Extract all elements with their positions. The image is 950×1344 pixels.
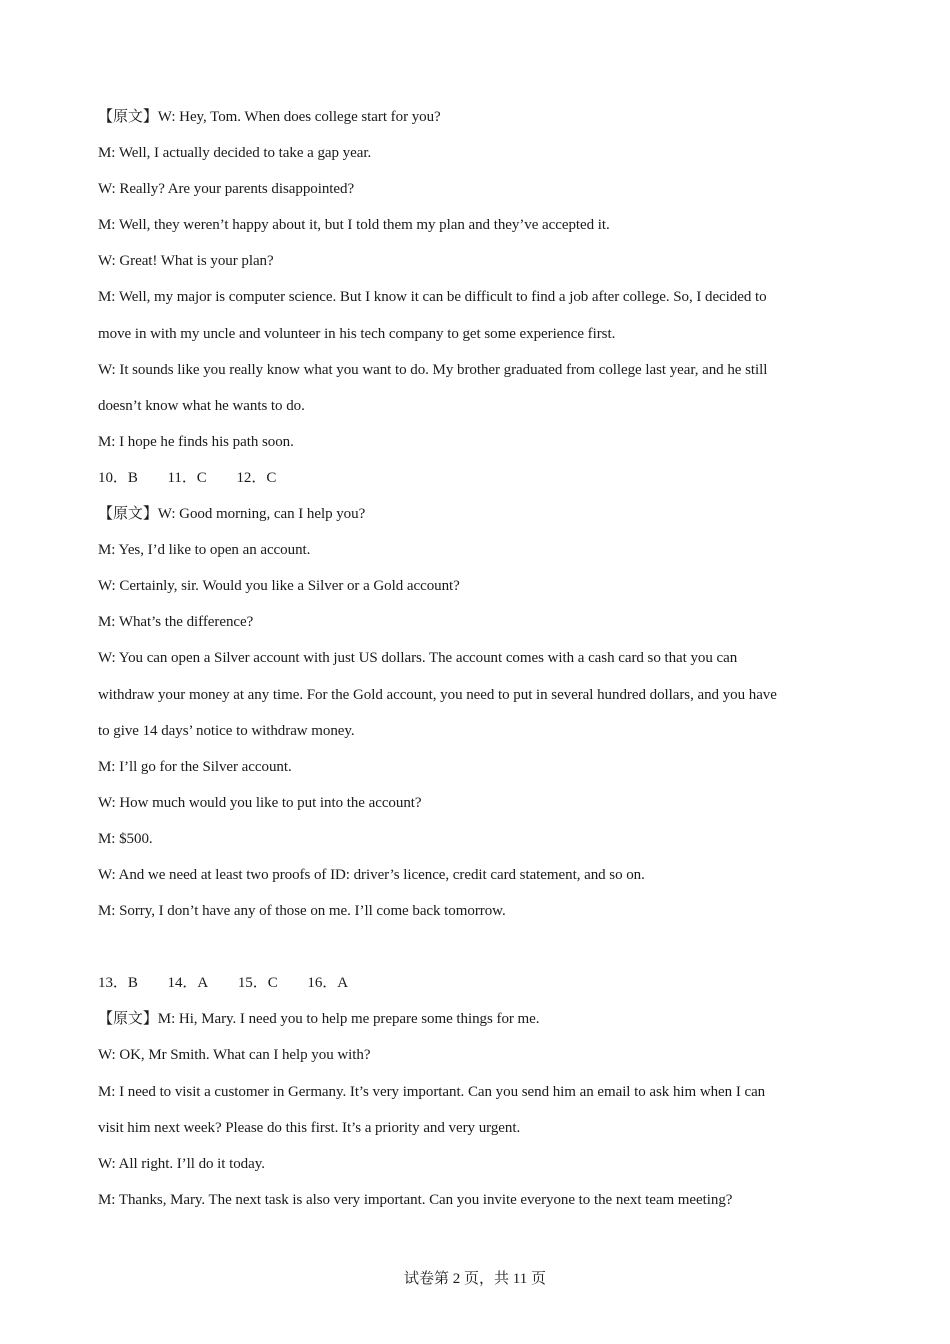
transcript-line: M: Yes, I’d like to open an account. bbox=[98, 542, 311, 559]
transcript-line: M: Well, I actually decided to take a gap year. bbox=[98, 145, 372, 162]
transcript-line: M: I’ll go for the Silver account. bbox=[98, 758, 292, 775]
transcript-line: visit him next week? Please do this first. It’s a priority and very urgent. bbox=[98, 1119, 521, 1136]
transcript-line: W: Certainly, sir. Would you like a Silver or a Gold account? bbox=[98, 578, 460, 595]
transcript-line: 【原文】M: Hi, Mary. I need you to help me prepare some things for me. bbox=[98, 1011, 540, 1028]
transcript-section-3 bbox=[98, 1001, 858, 1218]
transcript-line: M: What’s the difference? bbox=[98, 614, 254, 631]
transcript-line: move in with my uncle and volunteer in his tech company to get some experience first. bbox=[98, 325, 616, 342]
transcript-line: W: And we need at least two proofs of ID: driver’s licence, credit card statement, and so on. bbox=[98, 866, 645, 883]
answer-item: 12．C bbox=[236, 469, 277, 486]
transcript-line: M: I hope he finds his path soon. bbox=[98, 433, 294, 450]
transcript-line: W: It sounds like you really know what you want to do. My brother graduated from college last year, and he still bbox=[98, 361, 768, 378]
answer-key-row bbox=[98, 965, 858, 1001]
transcript-line: W: You can open a Silver account with just US dollars. The account comes with a cash card so that you can bbox=[98, 650, 738, 667]
blank-line bbox=[98, 929, 858, 965]
transcript-line: W: OK, Mr Smith. What can I help you with? bbox=[98, 1047, 371, 1064]
transcript-line: withdraw your money at any time. For the Gold account, you need to put in several hundred dollars, and you have bbox=[98, 686, 777, 703]
transcript-line: W: Great! What is your plan? bbox=[98, 253, 274, 270]
transcript-line: M: Sorry, I don’t have any of those on me. I’ll come back tomorrow. bbox=[98, 903, 506, 920]
answer-item: 10．B bbox=[98, 469, 138, 486]
transcript-line: M: Thanks, Mary. The next task is also very important. Can you invite everyone to the next team meeting? bbox=[98, 1191, 733, 1208]
transcript-line: W: Really? Are your parents disappointed? bbox=[98, 181, 355, 198]
answer-item: 16．A bbox=[307, 975, 349, 992]
transcript-line: M: Well, my major is computer science. But I know it can be difficult to find a job after college. So, I decided to bbox=[98, 289, 767, 306]
answer-item: 13．B bbox=[98, 975, 138, 992]
transcript-line: to give 14 days’ notice to withdraw money. bbox=[98, 722, 355, 739]
transcript-section-1 bbox=[98, 99, 858, 460]
transcript-line: 【原文】W: Hey, Tom. When does college start for you? bbox=[98, 109, 441, 125]
transcript-line: M: Well, they weren’t happy about it, but I told them my plan and they’ve accepted it. bbox=[98, 217, 610, 234]
answer-item: 11．C bbox=[167, 469, 207, 486]
page-footer: 试卷第 2 页，共 11 页 bbox=[404, 1271, 546, 1287]
transcript-line: M: I need to visit a customer in Germany. It’s very important. Can you send him an email to ask him when I can bbox=[98, 1083, 766, 1100]
transcript-line: M: $500. bbox=[98, 830, 153, 847]
transcript-line: W: All right. I’ll do it today. bbox=[98, 1155, 265, 1172]
transcript-line: 【原文】W: Good morning, can I help you? bbox=[98, 506, 366, 523]
document-body bbox=[98, 99, 858, 1218]
transcript-section-2 bbox=[98, 496, 858, 929]
answer-key-row bbox=[98, 460, 858, 496]
transcript-line: doesn’t know what he wants to do. bbox=[98, 397, 305, 414]
answer-item: 14．A bbox=[167, 975, 209, 992]
answer-item: 15．C bbox=[237, 975, 278, 992]
transcript-line: W: How much would you like to put into the account? bbox=[98, 794, 422, 811]
